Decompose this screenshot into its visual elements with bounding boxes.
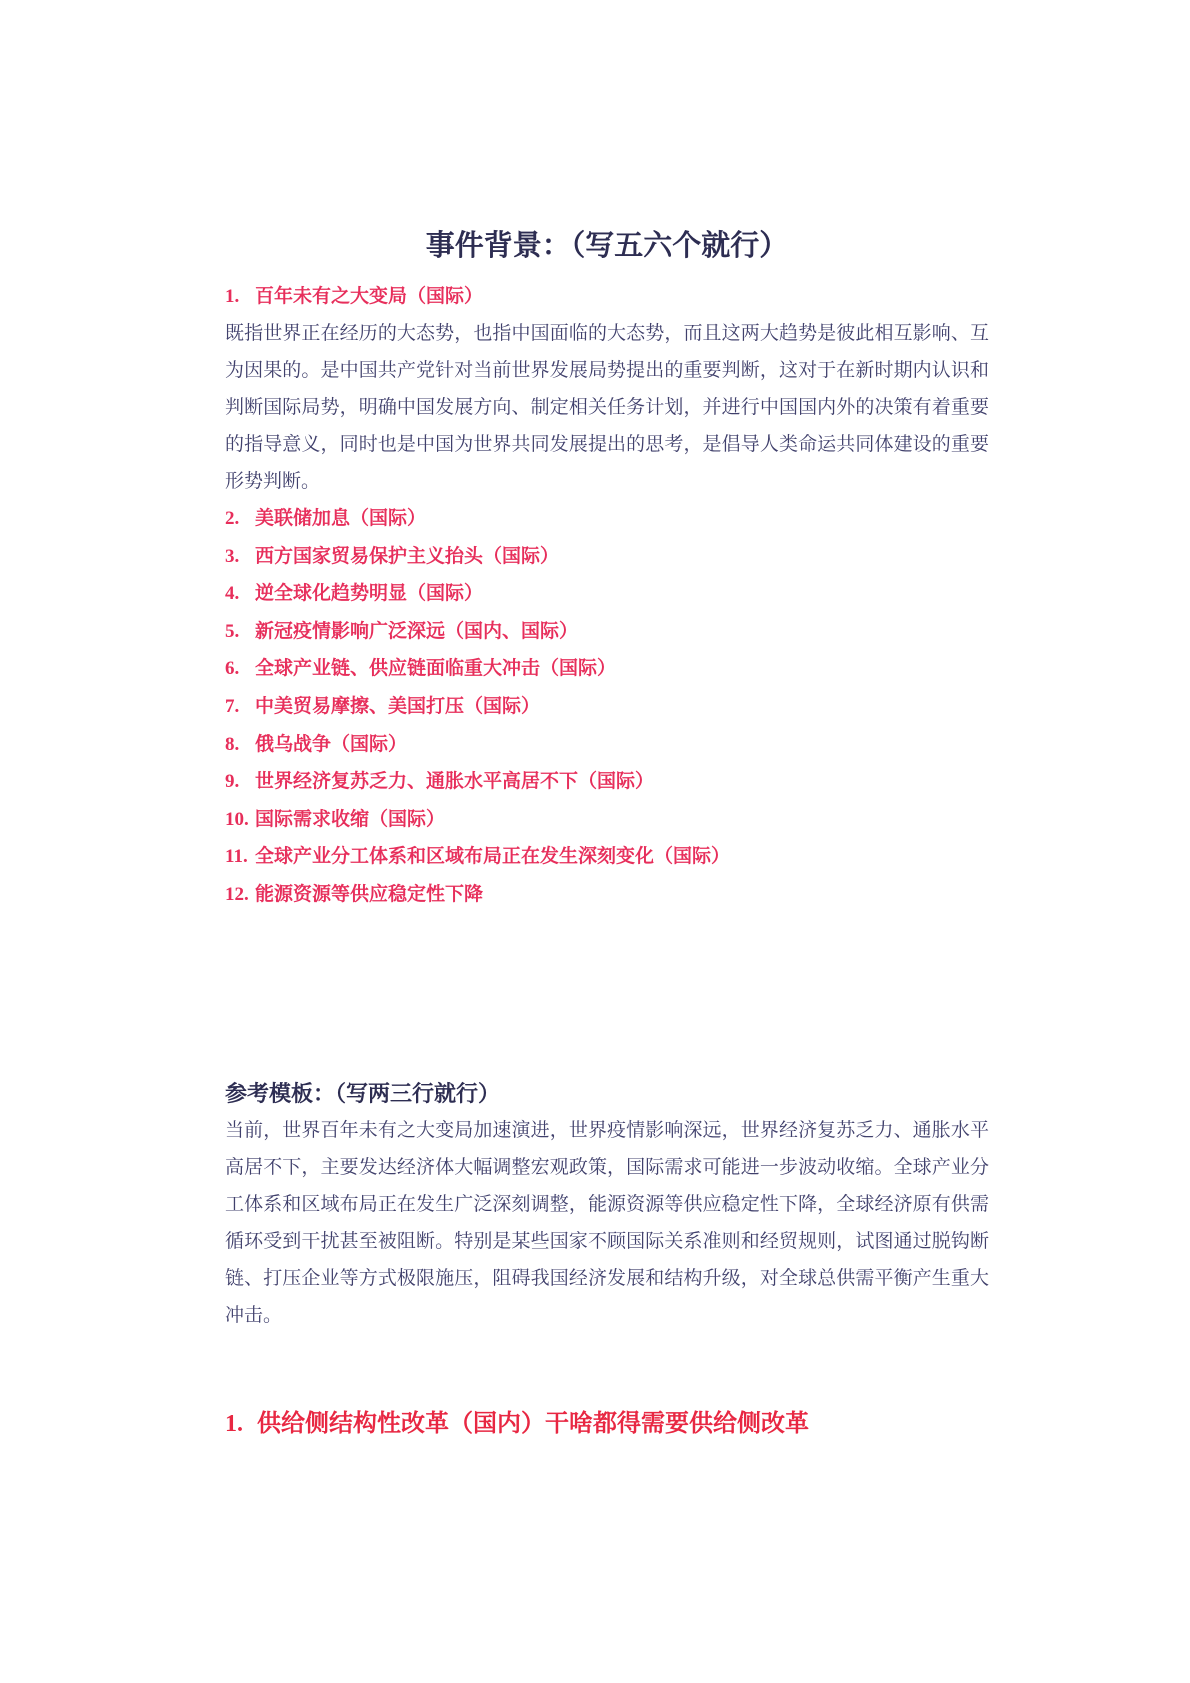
item-label: 能源资源等供应稳定性下降 [255,882,484,905]
item-label: 全球产业分工体系和区域布局正在发生深刻变化（国际） [255,845,731,868]
background-item-8 [225,726,989,764]
item-number: 1. [225,286,240,307]
item-label: 中美贸易摩擦、美国打压（国际） [255,694,541,717]
background-items-list [225,500,989,914]
background-item-6 [225,650,989,688]
item-label: 世界经济复苏乏力、通胀水平高居不下（国际） [255,770,655,793]
background-item-11 [225,838,989,876]
item-label: 西方国家贸易保护主义抬头（国际） [255,544,560,567]
item-number: 8. [225,733,240,755]
item-number: 12. [225,883,249,905]
background-item-1 [225,284,989,309]
item-label: 俄乌战争（国际） [255,732,408,755]
document-page [225,0,989,1441]
item-number: 3. [225,545,240,567]
background-item-3 [225,538,989,576]
item-number: 11. [225,846,248,868]
background-item-4 [225,575,989,613]
background-item-2 [225,500,989,538]
item-number: 4. [225,583,240,605]
background-item-12 [225,876,989,914]
item-label: 百年未有之大变局（国际） [255,285,484,307]
page-title: 事件背景：（写五六个就行） [425,228,789,262]
item-number: 2. [225,508,240,529]
template-paragraph: 当前，世界百年未有之大变局加速演进，世界疫情影响深远，世界经济复苏乏力、通胀水平高居不下，主要发达经济体大幅调整宏观政策，国际需求可能进一步波动收缩。全球产业分工体系和区域布局正在发生广泛深刻调整，能源资源等供应稳定性下降，全球经济原有供需循环受到干扰甚至被阻断。特别是某些国家不顾国际关系准则和经贸规则，试图通过脱钩断链、打压企业等方式极限施压，阻碍我国经济发展和结构升级，对全球总供需平衡产生重大冲击。 [225,1118,989,1326]
heading-text: 供给侧结构性改革（国内）干啥都得需要供给侧改革 [257,1408,809,1437]
background-paragraph: 既指世界正在经历的大态势，也指中国面临的大态势，而且这两大趋势是彼此相互影响、互为因果的。是中国共产党针对当前世界发展局势提出的重要判断，这对于在新时期内认识和判断国际局势，明确中国发展方向、制定相关任务计划，并进行中国国内外的决策有着重要的指导意义，同时也是中国为世界共同发展提出的思考，是倡导人类命运共同体建设的重要形势判断。 [225,322,989,492]
item-label: 逆全球化趋势明显（国际） [255,582,484,605]
item-number: 5. [225,620,240,642]
background-item-9 [225,763,989,801]
item-label: 国际需求收缩（国际） [255,807,446,830]
item-label: 全球产业链、供应链面临重大冲击（国际） [255,657,617,680]
background-item-7 [225,688,989,726]
item-label: 新冠疫情影响广泛深远（国内、国际） [255,619,579,642]
item-number: 6. [225,658,240,680]
item-number: 1. [225,1410,243,1437]
item-label: 美联储加息（国际） [255,507,427,529]
background-item-10 [225,801,989,839]
template-section-heading: 参考模板：（写两三行就行） [225,1081,501,1107]
item-number: 10. [225,808,249,830]
item-number: 7. [225,695,240,717]
item-number: 9. [225,771,240,793]
background-item-5 [225,613,989,651]
supply-side-reform-heading [225,1406,989,1441]
